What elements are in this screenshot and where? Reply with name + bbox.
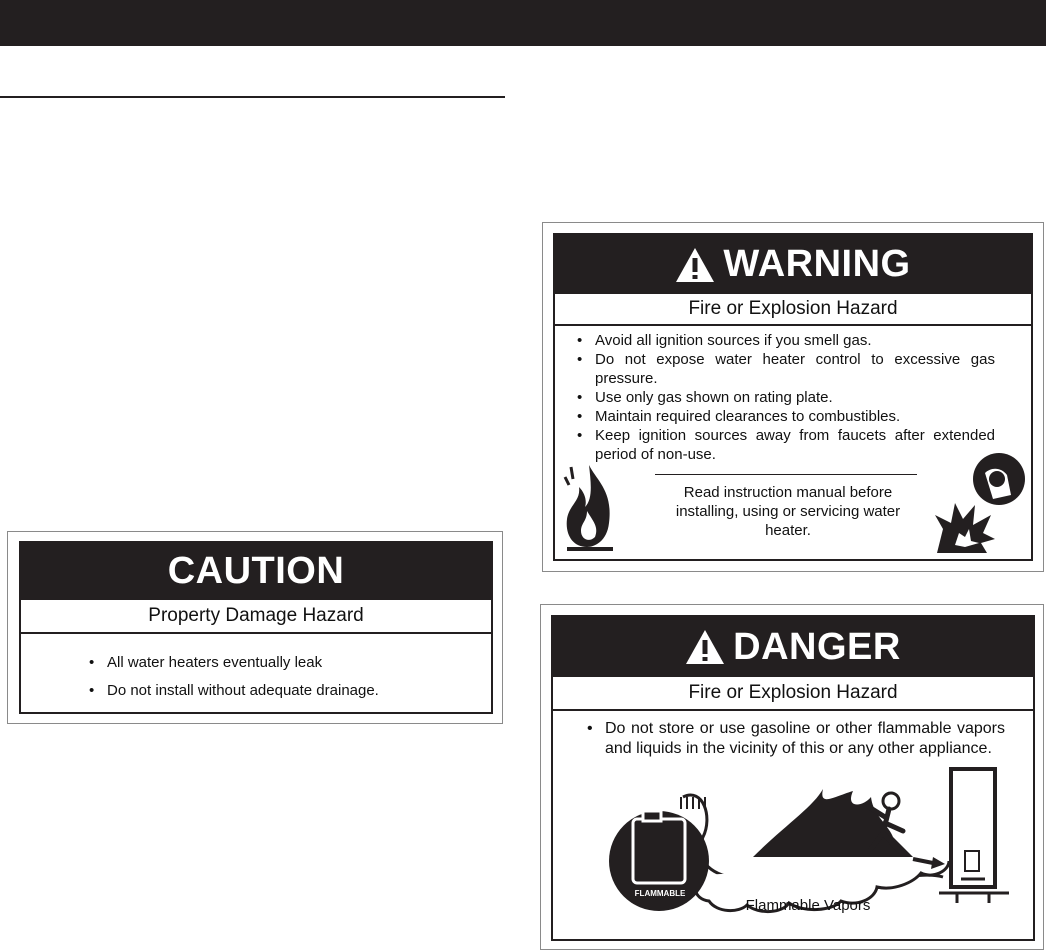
warning-point: • Keep ignition sources away from faucets after extended period of non-use. (575, 426, 995, 464)
flame-pictogram (559, 449, 619, 555)
caution-signal-panel (21, 543, 491, 600)
caution-point: • All water heaters eventually leak (87, 649, 467, 677)
caution-signal-word: CAUTION (167, 550, 345, 592)
warning-point: • Avoid all ignition sources if you smell gas. (575, 331, 995, 350)
danger-point: • Do not store or use gasoline or other flammable vapors and liquids in the vicinity of this or any other appliance. (585, 719, 1005, 759)
flammable-can-label: FLAMMABLE (634, 889, 686, 898)
section-rule (0, 96, 505, 98)
caution-label (7, 531, 503, 724)
warning-point-list (575, 331, 995, 464)
warning-alert-icon (675, 247, 715, 283)
danger-signal-panel (553, 617, 1033, 677)
warning-point: • Use only gas shown on rating plate. (575, 388, 995, 407)
caution-point: • Do not install without adequate drainage. (87, 677, 467, 705)
warning-signal-word: WARNING (723, 243, 911, 285)
caution-label-border (19, 541, 493, 714)
warning-hazard-title: Fire or Explosion Hazard (555, 294, 1031, 326)
warning-label (542, 222, 1044, 572)
warning-label-border (553, 233, 1033, 561)
warning-signal-panel (555, 235, 1031, 294)
danger-alert-icon (685, 629, 725, 665)
warning-point: • Maintain required clearances to combustibles. (575, 407, 995, 426)
explosion-pictogram (935, 445, 1031, 557)
caution-point-list (87, 649, 467, 705)
flammable-vapors-caption: Flammable Vapors (745, 897, 871, 914)
danger-point-list (585, 719, 1005, 759)
danger-label-border (551, 615, 1035, 941)
danger-hazard-title: Fire or Explosion Hazard (553, 677, 1033, 711)
danger-label (540, 604, 1044, 950)
warning-notice: Read instruction manual before installing, using or servicing water heater. (675, 484, 901, 539)
danger-signal-word: DANGER (733, 625, 901, 668)
notice-divider (655, 474, 917, 475)
caution-hazard-title: Property Damage Hazard (21, 600, 491, 634)
page-header-bar (0, 0, 1046, 46)
warning-point: • Do not expose water heater control to excessive gas pressure. (575, 350, 995, 388)
